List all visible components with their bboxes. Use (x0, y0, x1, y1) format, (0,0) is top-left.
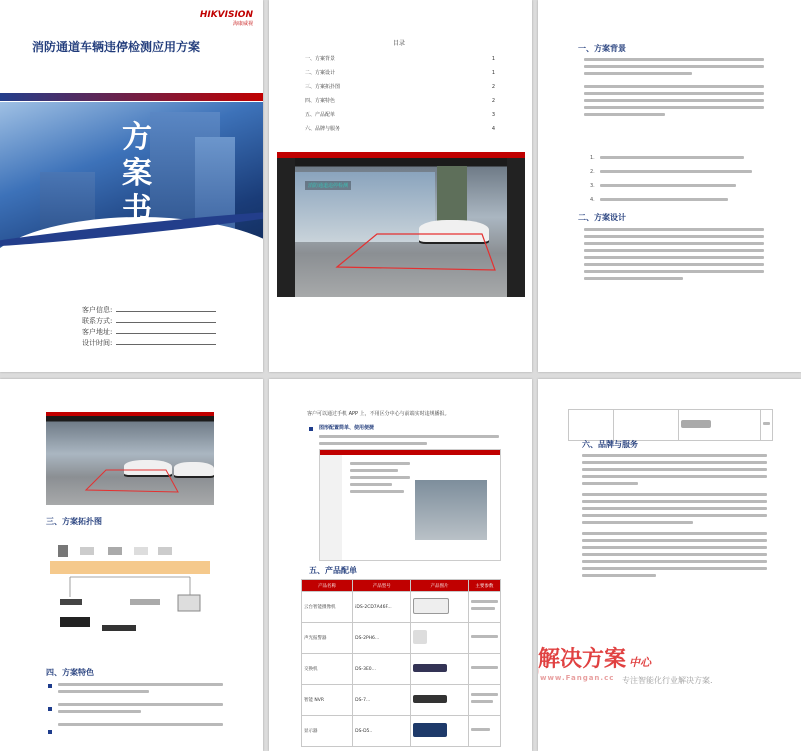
product-page[interactable] (269, 379, 532, 751)
cover-band (0, 93, 263, 101)
paragraph (584, 58, 764, 120)
product-table (301, 579, 501, 747)
intro-text: 客户可以通过手机 APP 上，不用区分中心与前端实时违规播报。 (307, 411, 450, 417)
topology-diagram (50, 537, 220, 657)
table-row: 智能 NVR DS-7... (302, 685, 501, 716)
watermark (538, 634, 801, 714)
toc-page[interactable] (269, 0, 532, 372)
col-header: 主要参数 (468, 580, 500, 592)
col-header: 产品型号 (353, 580, 411, 592)
list-number: 3. (590, 183, 595, 189)
list-number: 4. (590, 197, 595, 203)
heading-design: 二、方案设计 (578, 213, 626, 222)
background-page[interactable] (538, 0, 801, 372)
toc-item[interactable]: 六、品牌与服务 4 (305, 126, 495, 132)
table-row: 云台智能摄像机 iDS-2CD7A46F... (302, 592, 501, 623)
software-screenshot (319, 449, 501, 561)
monitor-screenshot (277, 152, 525, 297)
heading-products: 五、产品配单 (309, 566, 357, 575)
cover-page[interactable] (0, 0, 263, 372)
table-row: 交换机 DS-3E0... (302, 654, 501, 685)
overlay-label: 消防通道违停检测 (305, 181, 351, 190)
toc-item[interactable]: 一、方案背景 1 (305, 56, 495, 62)
heading-topology: 三、方案拓扑图 (46, 517, 102, 526)
heading-features: 四、方案特色 (46, 668, 94, 677)
toc-title: 目录 (393, 40, 406, 47)
toc-item[interactable]: 四、方案特色 2 (305, 98, 495, 104)
paragraph (584, 228, 764, 284)
topology-page[interactable] (0, 379, 263, 751)
table-row: 显示器 DS-D5.. (302, 716, 501, 747)
hikvision-logo: HIKVISION 海康威视 (199, 10, 253, 27)
cover-big-chars: 方 案 书 (122, 120, 152, 227)
heading-brand: 六、品牌与服务 (582, 440, 638, 449)
toc-list (305, 52, 495, 136)
watermark-url: www.Fangan.cc (540, 674, 615, 682)
no-parking-zone (277, 152, 525, 297)
paragraph (582, 454, 767, 581)
table-row: 声光报警器 DS-2PH6... (302, 623, 501, 654)
cover-title: 消防通道车辆违停检测应用方案 (32, 40, 201, 54)
heading-background: 一、方案背景 (578, 44, 626, 53)
toc-item[interactable]: 五、产品配单 3 (305, 112, 495, 118)
feature-text (58, 683, 223, 730)
col-header: 产品图片 (411, 580, 468, 592)
toc-item[interactable]: 三、方案拓扑图 2 (305, 84, 495, 90)
product-table-continued (568, 409, 773, 441)
monitor-screenshot-2 (46, 412, 214, 505)
brand-page[interactable] (538, 379, 801, 751)
cover-fields: 客户信息: 联系方式: 客户地址: 设计时间: (82, 305, 216, 349)
list-number: 1. (590, 155, 595, 161)
watermark-title: 解决方案 中心 (538, 647, 652, 672)
list-number: 2. (590, 169, 595, 175)
col-header: 产品名称 (302, 580, 353, 592)
toc-item[interactable]: 二、方案设计 1 (305, 70, 495, 76)
watermark-slogan: 专注智能化行业解决方案. (622, 676, 713, 685)
feature-title: 图形配置简单、使用便捷 (319, 425, 375, 431)
